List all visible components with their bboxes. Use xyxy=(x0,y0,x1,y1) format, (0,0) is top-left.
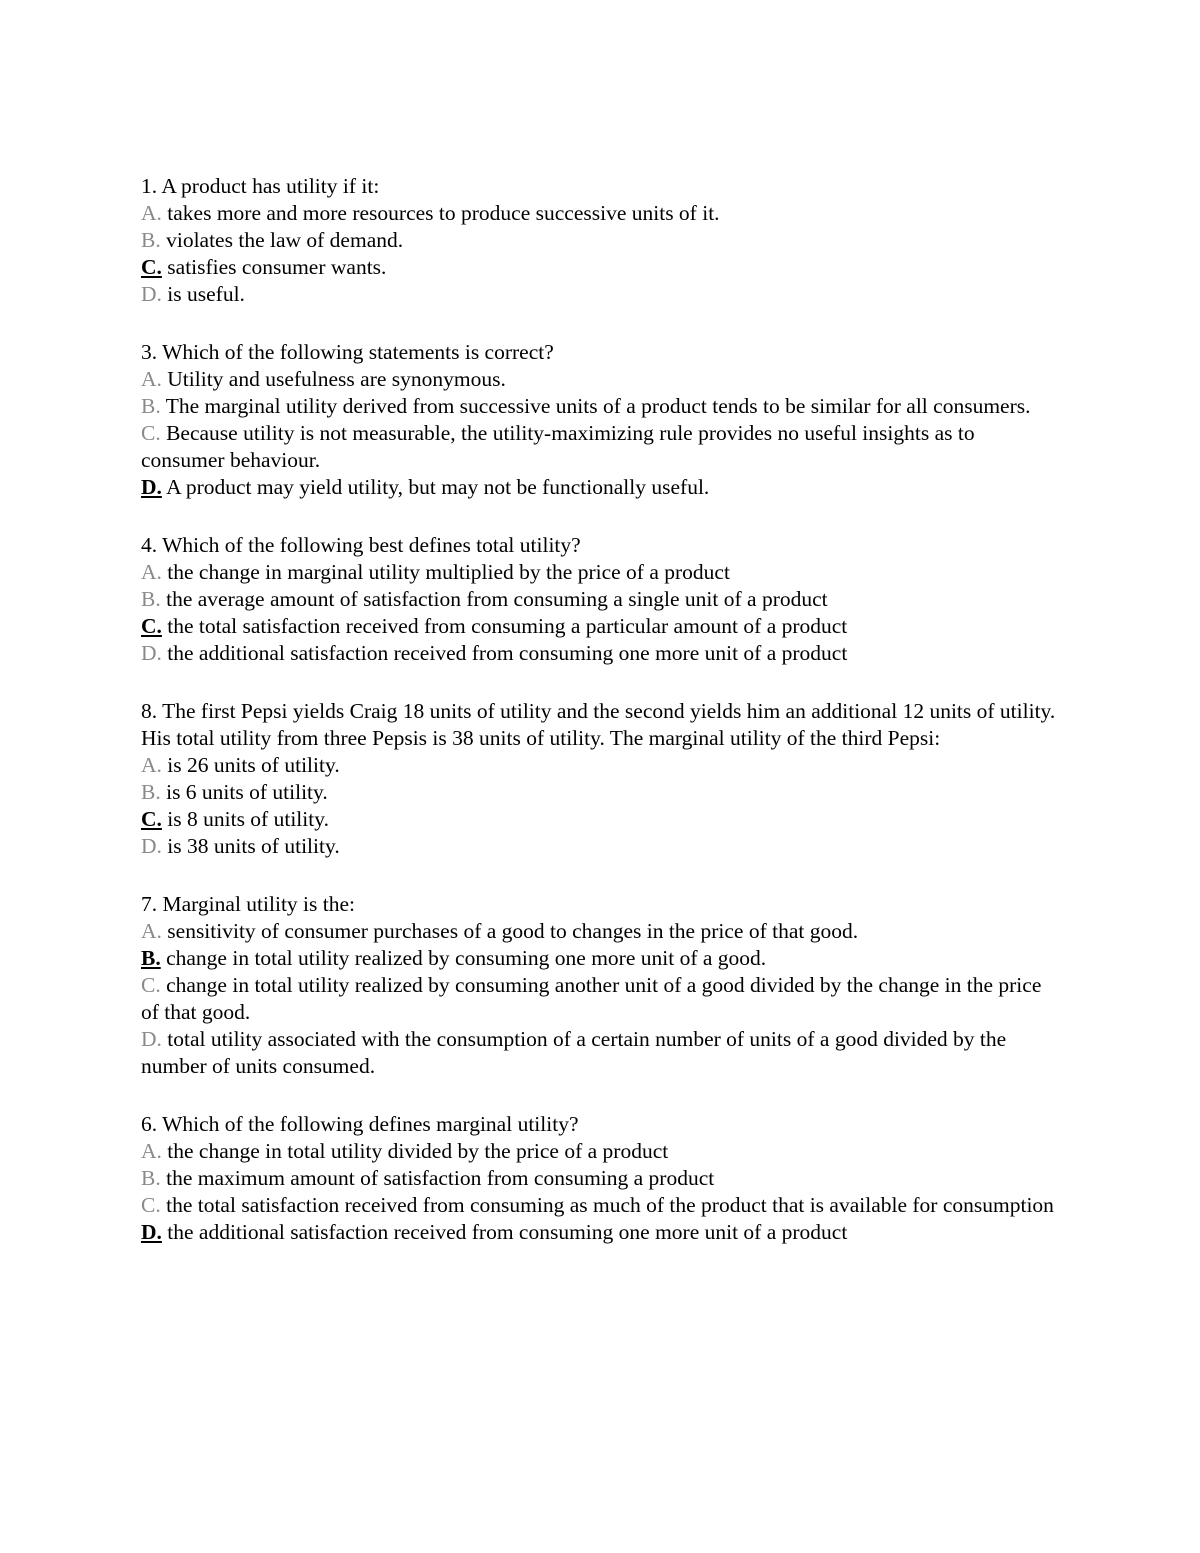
correct-answer-option xyxy=(141,474,1061,501)
question-block xyxy=(141,891,1061,1080)
option-letter: D. xyxy=(141,475,162,499)
correct-answer-option xyxy=(141,806,1061,833)
option-letter: D. xyxy=(141,1220,162,1244)
question-stem xyxy=(141,698,1061,752)
question-stem xyxy=(141,339,1061,366)
correct-answer-option xyxy=(141,1219,1061,1246)
question-block xyxy=(141,1111,1061,1246)
option-text: satisfies consumer wants. xyxy=(167,255,387,279)
answer-option xyxy=(141,1192,1061,1219)
question-text: Which of the following best defines total utility? xyxy=(162,533,581,557)
question-text: A product has utility if it: xyxy=(161,174,380,198)
option-letter: B. xyxy=(141,1166,161,1190)
answer-option xyxy=(141,972,1061,1026)
answer-option xyxy=(141,752,1061,779)
option-letter: B. xyxy=(141,587,161,611)
option-text: total utility associated with the consumption of a certain number of units of a good divided by the number of units consumed. xyxy=(141,1027,1007,1078)
answer-option xyxy=(141,640,1061,667)
answer-option xyxy=(141,1138,1061,1165)
option-letter: D. xyxy=(141,1027,162,1051)
question-stem xyxy=(141,1111,1061,1138)
option-letter: A. xyxy=(141,367,162,391)
correct-answer-option xyxy=(141,945,1061,972)
question-number: 4. xyxy=(141,533,158,557)
question-stem xyxy=(141,173,1061,200)
question-text: Which of the following statements is correct? xyxy=(162,340,554,364)
option-text: A product may yield utility, but may not be functionally useful. xyxy=(166,475,710,499)
question-block xyxy=(141,532,1061,667)
option-letter: C. xyxy=(141,1193,161,1217)
option-letter: D. xyxy=(141,282,162,306)
option-text: Utility and usefulness are synonymous. xyxy=(167,367,506,391)
question-number: 1. xyxy=(141,174,158,198)
option-text: violates the law of demand. xyxy=(166,228,404,252)
option-letter: C. xyxy=(141,973,161,997)
option-letter: B. xyxy=(141,394,161,418)
question-number: 3. xyxy=(141,340,158,364)
option-letter: A. xyxy=(141,919,162,943)
option-letter: B. xyxy=(141,946,161,970)
answer-option xyxy=(141,393,1061,420)
option-text: sensitivity of consumer purchases of a good to changes in the price of that good. xyxy=(167,919,859,943)
answer-option xyxy=(141,1026,1061,1080)
option-letter: D. xyxy=(141,834,162,858)
option-letter: C. xyxy=(141,807,162,831)
option-letter: A. xyxy=(141,1139,162,1163)
option-text: the total satisfaction received from consuming a particular amount of a product xyxy=(167,614,848,638)
question-list xyxy=(141,173,1061,1277)
question-number: 8. xyxy=(141,699,158,723)
question-stem xyxy=(141,532,1061,559)
option-text: The marginal utility derived from successive units of a product tends to be similar for all consumers. xyxy=(165,394,1031,418)
option-letter: A. xyxy=(141,560,162,584)
question-number: 7. xyxy=(141,892,158,916)
option-text: change in total utility realized by consuming one more unit of a good. xyxy=(166,946,767,970)
question-text: Which of the following defines marginal utility? xyxy=(162,1112,579,1136)
question-stem xyxy=(141,891,1061,918)
correct-answer-option xyxy=(141,254,1061,281)
option-text: the change in marginal utility multiplied by the price of a product xyxy=(167,560,730,584)
option-text: the additional satisfaction received from consuming one more unit of a product xyxy=(167,1220,848,1244)
question-number: 6. xyxy=(141,1112,158,1136)
answer-option xyxy=(141,366,1061,393)
option-letter: C. xyxy=(141,255,162,279)
answer-option xyxy=(141,559,1061,586)
option-text: the total satisfaction received from consuming as much of the product that is available for consumption xyxy=(166,1193,1054,1217)
question-text: Marginal utility is the: xyxy=(162,892,355,916)
option-text: takes more and more resources to produce successive units of it. xyxy=(167,201,720,225)
option-letter: C. xyxy=(141,614,162,638)
option-letter: A. xyxy=(141,753,162,777)
option-letter: A. xyxy=(141,201,162,225)
answer-option xyxy=(141,420,1061,474)
option-letter: D. xyxy=(141,641,162,665)
question-block xyxy=(141,173,1061,308)
answer-option xyxy=(141,586,1061,613)
answer-option xyxy=(141,918,1061,945)
option-text: is 8 units of utility. xyxy=(167,807,329,831)
option-text: the average amount of satisfaction from consuming a single unit of a product xyxy=(166,587,828,611)
answer-option xyxy=(141,1165,1061,1192)
option-text: is 6 units of utility. xyxy=(166,780,328,804)
option-letter: B. xyxy=(141,228,161,252)
option-letter: B. xyxy=(141,780,161,804)
option-text: change in total utility realized by consuming another unit of a good divided by the change in the price of that good. xyxy=(141,973,1042,1024)
option-letter: C. xyxy=(141,421,161,445)
question-block xyxy=(141,698,1061,860)
option-text: is 38 units of utility. xyxy=(167,834,340,858)
answer-option xyxy=(141,833,1061,860)
answer-option xyxy=(141,281,1061,308)
option-text: the change in total utility divided by the price of a product xyxy=(167,1139,669,1163)
answer-option xyxy=(141,227,1061,254)
option-text: the maximum amount of satisfaction from consuming a product xyxy=(166,1166,715,1190)
option-text: is useful. xyxy=(167,282,245,306)
answer-option xyxy=(141,200,1061,227)
option-text: the additional satisfaction received from consuming one more unit of a product xyxy=(167,641,848,665)
correct-answer-option xyxy=(141,613,1061,640)
option-text: Because utility is not measurable, the utility-maximizing rule provides no useful insights as to consumer behaviour. xyxy=(141,421,975,472)
option-text: is 26 units of utility. xyxy=(167,753,340,777)
question-block xyxy=(141,339,1061,501)
answer-option xyxy=(141,779,1061,806)
question-text: The first Pepsi yields Craig 18 units of utility and the second yields him an additional 12 units of utility. His total utility from three Pepsis is 38 units of utility. The marginal utility of the third Pepsi: xyxy=(141,699,1056,750)
